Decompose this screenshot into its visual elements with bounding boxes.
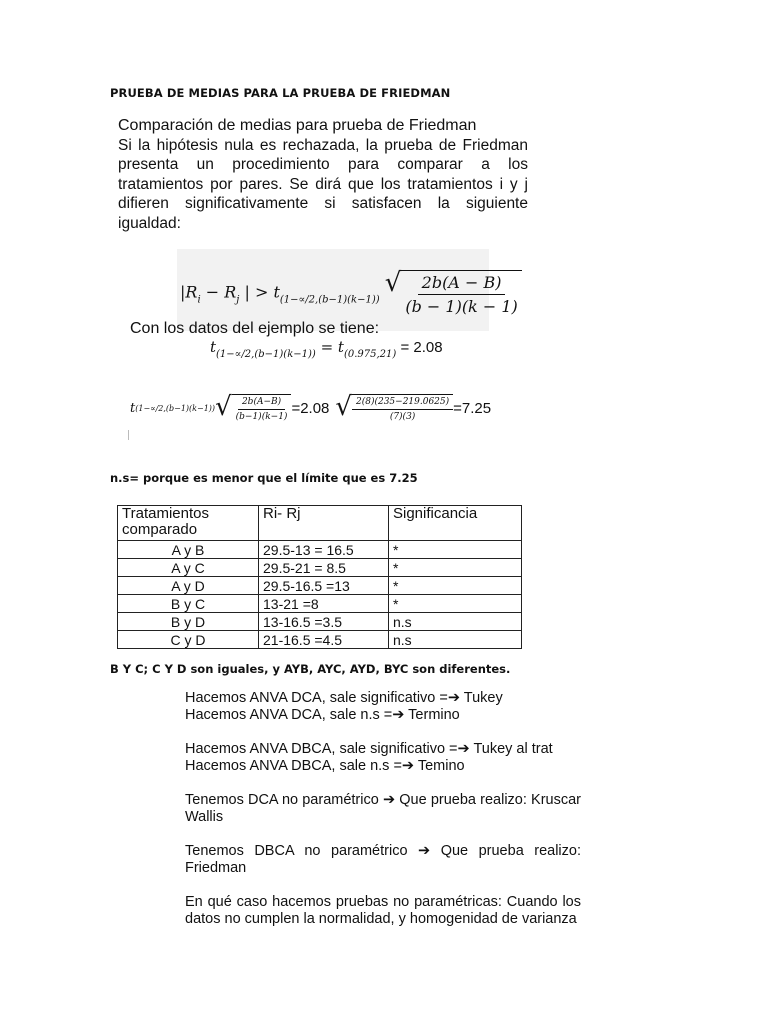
formula-fraction [401, 270, 521, 316]
arrow-right-icon: ➔ [418, 843, 431, 859]
radical-sign: √ [215, 392, 232, 422]
calc-num-1: 2b(A−B) [238, 397, 285, 410]
notes-block [185, 690, 581, 928]
friedman-formula [180, 270, 522, 316]
formula-minus: − R [200, 282, 237, 302]
t-result: = 2.08 [396, 339, 443, 356]
table-row [118, 631, 522, 649]
cell-pair: A y C [118, 559, 259, 577]
calc-sqrt-1 [215, 394, 291, 422]
formula-sqrt [385, 270, 522, 316]
arrow-right-icon: ➔ [382, 792, 396, 808]
data-line: Con los datos del ejemplo se tiene: [130, 320, 380, 337]
note-line [185, 707, 581, 724]
formula-sub-i: i [197, 294, 201, 306]
header-rank-diff: Ri- Rj [259, 506, 389, 541]
formula-close: | > t [244, 282, 280, 302]
header-significance: Significancia [389, 506, 522, 541]
document-heading: PRUEBA DE MEDIAS PARA LA PRUEBA DE FRIEDMAN [110, 86, 451, 100]
t-value-formula [210, 338, 443, 360]
cell-sig: * [389, 559, 522, 577]
note-paragraph [185, 792, 581, 826]
intro-block [118, 116, 528, 233]
header-treatments: Tratamientos comparado [118, 506, 259, 541]
table-header-row [118, 506, 522, 541]
calc-num-2: 2(8)(235−219.0625) [352, 397, 453, 410]
calc-t-sub: (1−∝/2,(b−1)(k−1)) [135, 403, 216, 413]
note-end: Que prueba realizo: Kruscar Wallis [185, 792, 582, 825]
note-line [185, 690, 581, 707]
note-line [185, 741, 581, 758]
calc-formula [130, 394, 491, 422]
arrow-right-icon: ➔ [392, 707, 405, 723]
calc-den-2: (7)(3) [389, 412, 416, 422]
calc-fraction-2 [352, 394, 453, 422]
formula-t-sub: (1−∝/2,(b−1)(k−1)) [279, 294, 380, 306]
table-row [118, 595, 522, 613]
cell-sig: * [389, 595, 522, 613]
calc-sqrt-2 [335, 394, 453, 422]
t-symbol: t [210, 338, 217, 356]
note-end: Tukey al trat [469, 741, 553, 757]
table-row [118, 613, 522, 631]
cell-sig: n.s [389, 613, 522, 631]
calc-fraction-1 [232, 394, 292, 422]
calc-eq-2: =7.25 [453, 399, 492, 417]
cell-sig: * [389, 577, 522, 595]
note-end: Que prueba realizo: Friedman [185, 843, 581, 876]
calc-eq-1: =2.08 [291, 399, 330, 417]
radical-sign: √ [335, 392, 352, 422]
arrow-right-icon: ➔ [457, 741, 470, 757]
cell-pair: B y C [118, 595, 259, 613]
note-paragraph [185, 843, 581, 877]
formula-denominator: (b − 1)(k − 1) [405, 297, 518, 316]
radical-sign: √ [384, 268, 402, 298]
cell-diff: 13-21 =8 [259, 595, 389, 613]
cell-diff: 29.5-16.5 =13 [259, 577, 389, 595]
cell-pair: C y D [118, 631, 259, 649]
formula-sub-j: j [236, 294, 240, 306]
cell-pair: B y D [118, 613, 259, 631]
table-row [118, 559, 522, 577]
cell-diff: 13-16.5 =3.5 [259, 613, 389, 631]
intro-body: Si la hipótesis nula es rechazada, la prueba de Friedman presenta un procedimiento para comparar a los tratamientos por pares. Se dirá que los tratamientos i y j difieren significativamente si satisfacen la siguiente igualdad: [118, 136, 528, 232]
note-text: Hacemos ANVA DCA, sale n.s = [185, 707, 393, 723]
cell-diff: 29.5-21 = 8.5 [259, 559, 389, 577]
t-sub: (1−∝/2,(b−1)(k−1)) [216, 349, 316, 360]
calc-den-1: (b−1)(k−1) [235, 412, 288, 422]
cell-diff: 29.5-13 = 16.5 [259, 541, 389, 559]
table-row [118, 541, 522, 559]
calc-t: t [130, 400, 136, 416]
t-eq: = t [315, 338, 344, 356]
note-paragraph: En qué caso hacemos pruebas no paramétricas: Cuando los datos no cumplen la normalidad, y homogenidad de varianza [185, 894, 581, 927]
arrow-right-icon: ➔ [447, 690, 461, 706]
note-line [185, 758, 581, 775]
intro-title: Comparación de medias para prueba de Friedman [118, 117, 477, 134]
note-text: Hacemos ANVA DCA, sale significativo = [185, 690, 448, 706]
t-sub2: (0.975,21) [343, 349, 397, 360]
ns-explanation: n.s= porque es menor que el límite que es 7.25 [110, 471, 418, 485]
arrow-right-icon: ➔ [401, 758, 415, 774]
note-end: Termino [404, 707, 460, 723]
table-row [118, 577, 522, 595]
text-cursor-marker [128, 430, 129, 440]
note-end: Temino [414, 758, 465, 774]
cell-sig: * [389, 541, 522, 559]
note-text: Tenemos DBCA no paramétrico [185, 843, 419, 859]
note-text: Hacemos ANVA DBCA, sale significativo = [185, 741, 458, 757]
cell-pair: A y D [118, 577, 259, 595]
cell-pair: A y B [118, 541, 259, 559]
significance-table [117, 505, 522, 649]
cell-sig: n.s [389, 631, 522, 649]
formula-lhs: |R [180, 282, 198, 302]
formula-numerator: 2b(A − B) [418, 273, 506, 295]
note-end: Tukey [460, 690, 503, 706]
conclusion-line: B Y C; C Y D son iguales, y AYB, AYC, AYD, BYC son diferentes. [110, 662, 511, 676]
note-text: Hacemos ANVA DBCA, sale n.s = [185, 758, 402, 774]
cell-diff: 21-16.5 =4.5 [259, 631, 389, 649]
note-text: Tenemos DCA no paramétrico [185, 792, 383, 808]
